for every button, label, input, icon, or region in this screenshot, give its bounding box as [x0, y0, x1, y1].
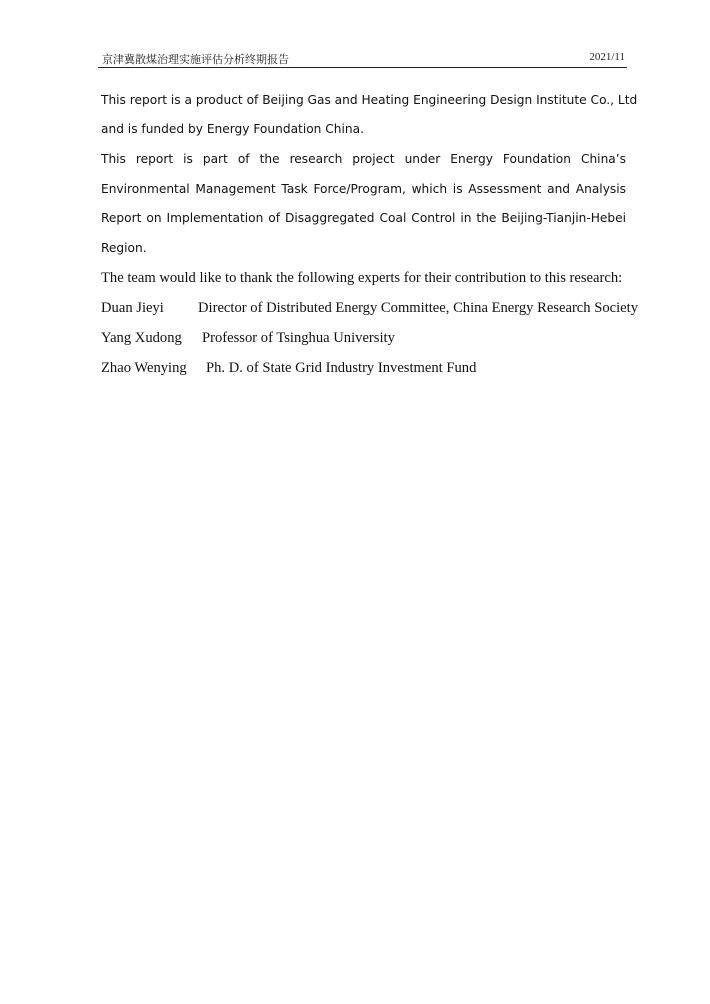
expert-role: Professor of Tsinghua University	[202, 330, 395, 346]
header-title: 京津冀散煤治理实施评估分析终期报告	[102, 53, 289, 66]
statement-line-5: Report on Implementation of Disaggregated Coal Control in the Beijing-Tianjin-Hebei	[101, 211, 626, 225]
header-date: 2021/11	[589, 51, 625, 63]
acknowledgement-text: The team would like to thank the following experts for their contribution to this research:	[101, 270, 623, 286]
statement-line-2: and is funded by Energy Foundation China.	[101, 122, 364, 136]
expert-name: Yang Xudong	[101, 330, 182, 346]
statement-line-3: This report is part of the research project under Energy Foundation China’s	[101, 152, 626, 166]
expert-role: Director of Distributed Energy Committee, China Energy Research Society	[198, 300, 638, 316]
statement-line-1: This report is a product of Beijing Gas and Heating Engineering Design Institute Co., Ltd	[101, 93, 638, 107]
expert-role: Ph. D. of State Grid Industry Investment Fund	[206, 360, 477, 376]
expert-name: Zhao Wenying	[101, 360, 187, 376]
statement-line-6: Region.	[101, 241, 147, 255]
expert-name: Duan Jieyi	[101, 300, 164, 316]
statement-line-4: Environmental Management Task Force/Program, which is Assessment and Analysis	[101, 182, 626, 196]
page-header	[98, 50, 627, 68]
